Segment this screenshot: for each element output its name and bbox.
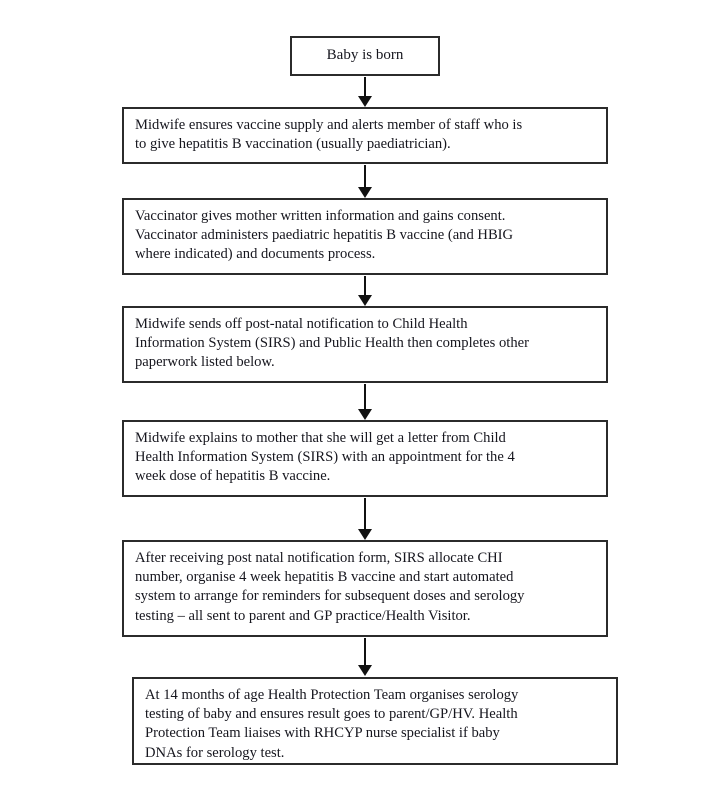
node-text-line: Health Information System (SIRS) with an appointment for the 4: [135, 449, 515, 466]
flow-node-vaccinator-consent: [122, 198, 608, 275]
flow-arrow: [358, 384, 372, 420]
flow-arrow: [358, 77, 372, 107]
arrow-head-down-icon: [358, 295, 372, 306]
arrow-head-down-icon: [358, 96, 372, 107]
node-text-line: DNAs for serology test.: [145, 744, 285, 761]
flow-arrow: [358, 498, 372, 540]
flow-arrow: [358, 638, 372, 676]
node-text-line: system to arrange for reminders for subsequent doses and serology: [135, 588, 525, 605]
arrow-head-down-icon: [358, 409, 372, 420]
arrow-head-down-icon: [358, 529, 372, 540]
node-text-line: Vaccinator administers paediatric hepatitis B vaccine (and HBIG: [135, 227, 514, 244]
node-text-line: Baby is born: [326, 47, 404, 64]
flow-arrow: [358, 276, 372, 306]
arrow-head-down-icon: [358, 665, 372, 676]
node-text-line: Midwife sends off post-natal notification to Child Health: [135, 316, 468, 332]
flow-node-midwife-ensures-supply: [122, 107, 608, 164]
node-text-line: Information System (SIRS) and Public Health then completes other: [135, 335, 529, 352]
node-text-line: where indicated) and documents process.: [135, 246, 376, 263]
flow-node-midwife-explains-letter: [122, 420, 608, 497]
node-text-line: testing – all sent to parent and GP practice/Health Visitor.: [135, 607, 471, 624]
flow-node-sirs-allocate-chi: [122, 540, 608, 637]
arrow-head-down-icon: [358, 187, 372, 198]
flow-node-midwife-postnatal-notification: [122, 306, 608, 383]
node-text-line: Protection Team liaises with RHCYP nurse specialist if baby: [145, 725, 500, 742]
flow-node-serology-testing: [132, 677, 618, 765]
flow-arrow: [358, 165, 372, 198]
node-text-line: At 14 months of age Health Protection Team organises serology: [145, 687, 519, 703]
node-text-line: to give hepatitis B vaccination (usually paediatrician).: [135, 136, 451, 153]
flow-node-baby-is-born: [290, 36, 440, 76]
node-text-line: Vaccinator gives mother written information and gains consent.: [135, 208, 506, 224]
node-text-line: After receiving post natal notification form, SIRS allocate CHI: [135, 550, 503, 566]
node-text-line: Midwife ensures vaccine supply and alerts member of staff who is: [135, 117, 523, 133]
node-text-line: paperwork listed below.: [135, 354, 275, 371]
node-text-line: Midwife explains to mother that she will get a letter from Child: [135, 430, 506, 446]
node-text-line: testing of baby and ensures result goes to parent/GP/HV. Health: [145, 706, 518, 723]
node-text-line: week dose of hepatitis B vaccine.: [135, 468, 331, 485]
node-text-line: number, organise 4 week hepatitis B vaccine and start automated: [135, 569, 514, 586]
